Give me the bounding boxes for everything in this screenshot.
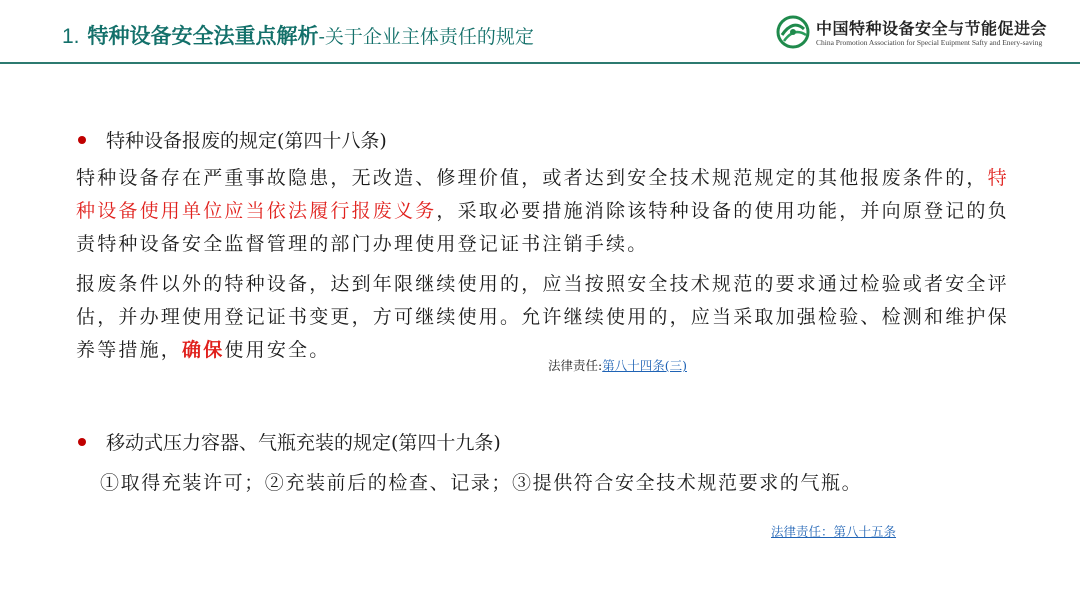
law-label: 法律责任: <box>548 358 603 373</box>
section2-article-ref: (第四十九条) <box>391 432 501 454</box>
section1-paragraph2 <box>76 268 1016 367</box>
org-name-en: China Promotion Association for Special Euipment Safty and Enery-saving <box>816 38 1043 47</box>
header-divider <box>0 62 1080 64</box>
organization-logo <box>776 14 1066 54</box>
section1-legal-liability <box>548 356 687 374</box>
section2-title: 移动式压力容器、气瓶充装的规定 <box>106 432 392 454</box>
section2-heading <box>78 428 501 455</box>
page-title <box>62 20 534 50</box>
title-main: 特种设备安全法重点解析 <box>87 24 319 48</box>
title-subtitle: -关于企业主体责任的规定 <box>318 26 534 48</box>
bullet-icon <box>78 438 86 446</box>
para2-highlight: 确保 <box>182 339 225 361</box>
section2-items: ①取得充装许可；②充装前后的检查、记录；③提供符合安全技术规范要求的气瓶。 <box>100 472 863 494</box>
para2-text-a: 报废条件以外的特种设备，达到年限继续使用的，应当按照安全技术规范的要求通过检验或者安全评估，并办理使用登记证书变更，方可继续使用。允许继续使用的，应当采取加强检验、检测和维护保养等措施， <box>76 273 1009 361</box>
page-header <box>0 0 1080 64</box>
para1-highlight: 特种设备使用单位应当依法履行报废义务 <box>76 167 1009 222</box>
section1-heading <box>78 126 387 153</box>
org-name-cn: 中国特种设备安全与节能促进会 <box>816 19 1048 38</box>
para1-text-b: ，采取必要措施消除该特种设备的使用功能，并向原登记的负责特种设备安全监督管理的部门办理使用登记证书注销手续。 <box>76 200 1009 255</box>
law-link-84[interactable]: 第八十四条(三) <box>602 358 687 373</box>
law-link-85[interactable]: 法律责任：第八十五条 <box>771 524 897 539</box>
para2-text-b: 使用安全。 <box>224 339 331 361</box>
para1-text-a: 特种设备存在严重事故隐患，无改造、修理价值，或者达到安全技术规范规定的其他报废条件的， <box>76 167 988 189</box>
section1-paragraph1 <box>76 162 1016 261</box>
section1-article-ref: (第四十八条) <box>277 130 387 152</box>
bullet-icon <box>78 136 86 144</box>
section1-title: 特种设备报废的规定 <box>106 130 278 152</box>
section2-legal-liability <box>771 522 896 540</box>
title-number: 1. <box>62 25 80 48</box>
org-logo-icon <box>776 15 810 49</box>
